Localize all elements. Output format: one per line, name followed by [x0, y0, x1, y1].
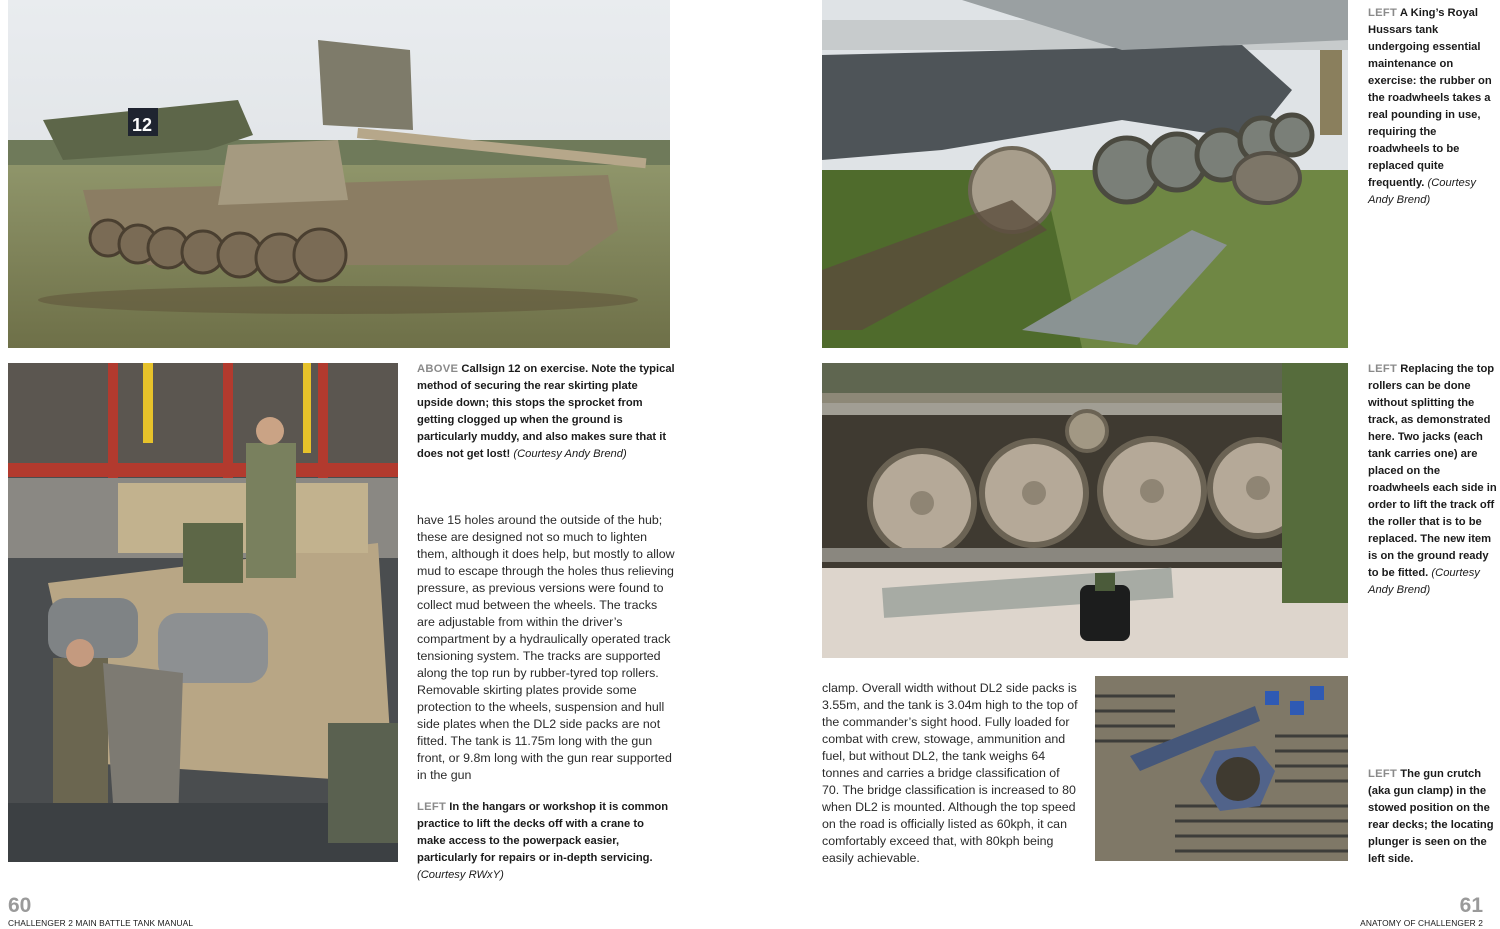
page-number-right: 61 [1459, 894, 1483, 917]
caption-above [417, 361, 675, 463]
gun-crutch-image [1095, 676, 1348, 861]
caption-text: In the hangars or workshop it is common practice to lift the decks off with a crane to make access to the powerpack easier, particularly for repairs or in-depth servicing. [417, 801, 669, 864]
caption-roadwheels [1368, 5, 1498, 209]
caption-credit: (Courtesy Andy Brend) [1368, 567, 1480, 596]
running-head-right: ANATOMY OF CHALLENGER 2 [1360, 918, 1483, 928]
caption-lead-label: LEFT [1368, 768, 1398, 780]
body-text-left: have 15 holes around the outside of the hub; these are designed not so much to lighten them, although it does help, but mostly to allow mud to escape through the holes thus relieving pressure, as previous versions were found to collect mud between the wheels. The tracks are adjustable from within the driver’s compartment by a hydraulically operated track tensioning system. The tracks are supported along the top run by rubber-tyred top rollers. Removable skirting plates provide some protection to the wheels, suspension and hull side plates when the DL2 side packs are not fitted. The tank is 11.75m long with the gun front, or 9.8m long with the gun rear supported in the gun [417, 513, 675, 782]
roadwheels-removed-image [822, 0, 1348, 348]
roadwheel-maintenance-photo [822, 0, 1348, 348]
tank-on-field-image [8, 0, 670, 348]
gun-crutch-photo [1095, 676, 1348, 861]
caption-lead-label: LEFT [1368, 363, 1398, 375]
caption-text: Replacing the top rollers can be done without splitting the track, as demonstrated here. Two jacks (each tank carries one) are placed on the roadwheels each side in order to lift the track off the roller that is to be replaced. The new item is on the ground ready to be fitted. [1368, 363, 1497, 579]
caption-gun-crutch [1368, 766, 1498, 868]
caption-text: Callsign 12 on exercise. Note the typical method of securing the rear skirting plate upside down; this stops the sprocket from getting clogged up when the ground is particularly muddy, and also makes sure that it does not get lost! [417, 363, 675, 460]
caption-lead-label: ABOVE [417, 363, 459, 375]
caption-text: A King’s Royal Hussars tank undergoing essential maintenance on exercise: the rubber on the roadwheels takes a real pounding in use, requiring the roadwheels to be replaced quite frequently. [1368, 7, 1492, 189]
caption-lead-label: LEFT [1368, 7, 1398, 19]
body-text-right: clamp. Overall width without DL2 side packs is 3.55m, and the tank is 3.04m high to the top of the commander’s sight hood. Fully loaded for combat with crew, stowage, ammunition and fuel, but without DL2, the tank weighs 64 tonnes and carries a bridge classification of 70. The bridge classification is increased to 80 when DL2 is mounted. Although the top speed on the road is officially listed as 60kph, it can comfortably exceed that, with 80kph being easily achievable. [822, 681, 1078, 865]
caption-credit: (Courtesy Andy Brend) [1368, 177, 1476, 206]
page-number-left: 60 [8, 894, 32, 917]
top-roller-replacement-photo [822, 363, 1348, 658]
svg-text:12: 12 [132, 115, 153, 135]
hangar-workshop-image [8, 363, 398, 862]
hangar-deck-lift-photo [8, 363, 398, 862]
caption-text: The gun crutch (aka gun clamp) in the stowed position on the rear decks; the locating plunger is seen on the left side. [1368, 768, 1494, 865]
caption-credit: (Courtesy RWxY) [417, 869, 504, 881]
callsign-12-tank-photo [8, 0, 670, 348]
running-head-left: CHALLENGER 2 MAIN BATTLE TANK MANUAL [8, 918, 194, 928]
caption-hangar [417, 799, 675, 884]
right-page [750, 0, 1500, 929]
jacked-track-image [822, 363, 1348, 658]
caption-top-rollers [1368, 361, 1498, 599]
caption-lead-label: LEFT [417, 801, 447, 813]
caption-credit: (Courtesy Andy Brend) [513, 448, 627, 460]
